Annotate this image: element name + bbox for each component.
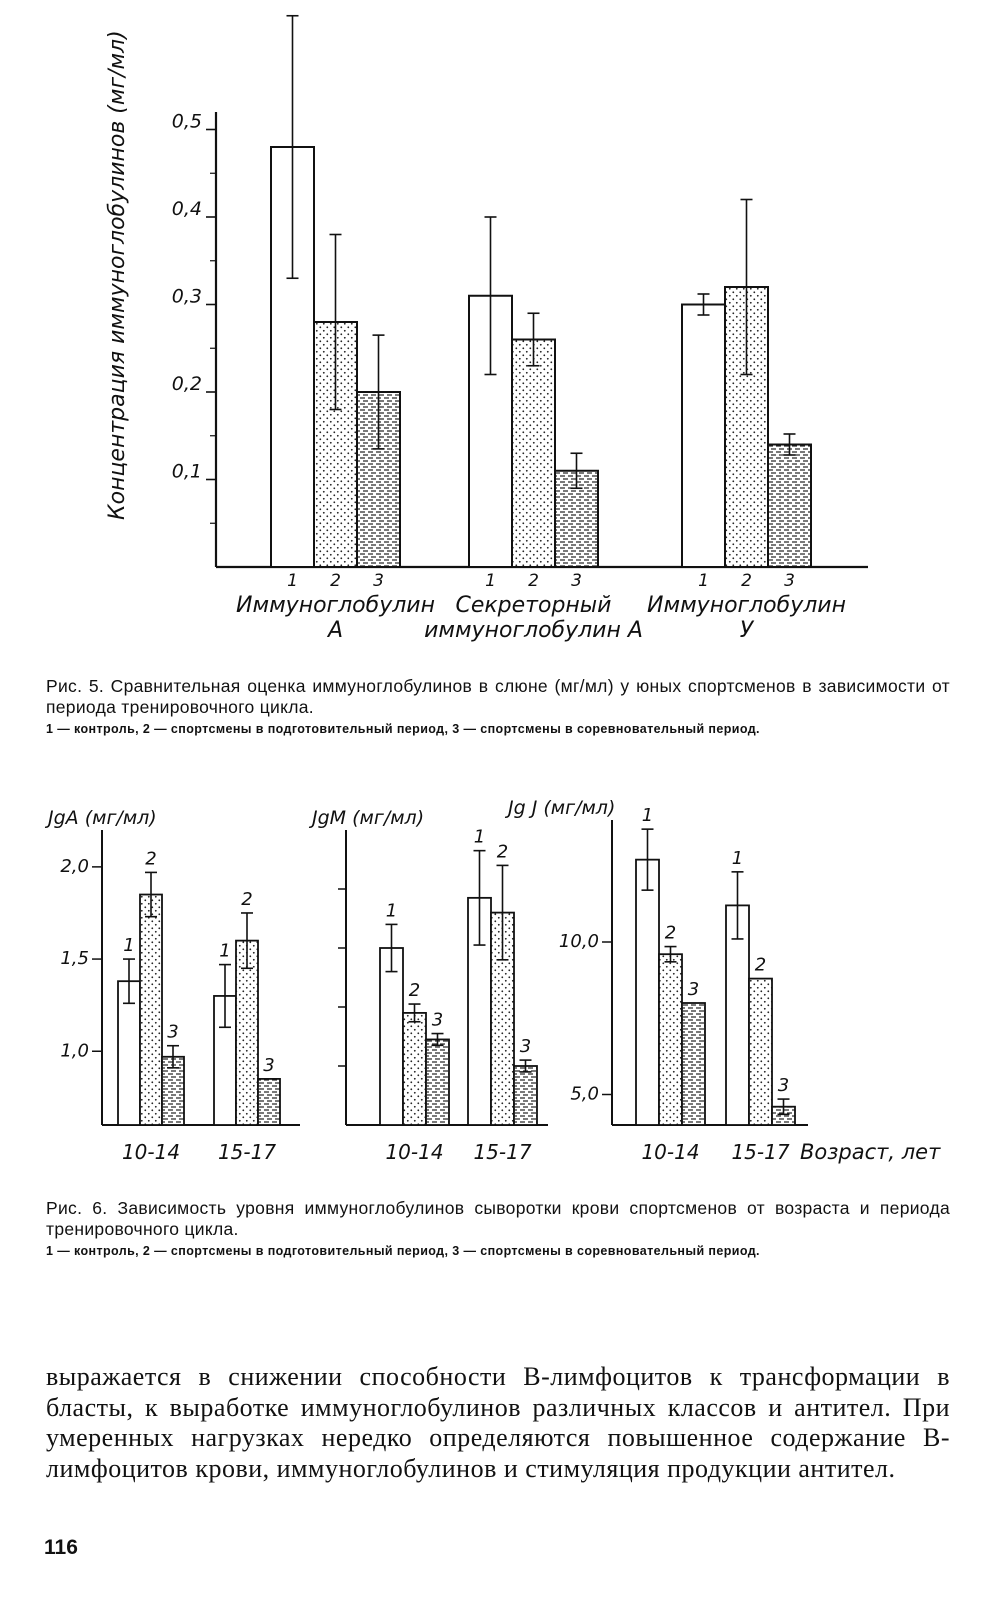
figure5-caption [46, 676, 950, 737]
figure6-series-number: 3 [519, 1036, 532, 1058]
figure6-category-label: 15-17 [217, 1140, 277, 1164]
figure6-caption [46, 1198, 950, 1259]
figure6-series-number: 2 [145, 848, 157, 870]
figure6-bar [682, 1003, 705, 1125]
figure5-series-number: 3 [784, 571, 795, 591]
figure6-y-tick-label: 2,0 [60, 855, 89, 877]
figure5-group-label: Иммуноглобулин [647, 593, 846, 618]
figure6-series-number: 2 [408, 980, 421, 1002]
figure6-x-axis-label: Возраст, лет [800, 1140, 941, 1164]
figure5-y-tick-label: 0,3 [171, 285, 202, 308]
figure5-y-tick-label: 0,5 [171, 110, 202, 133]
figure5-caption-legend: 1 — контроль, 2 — спортсмены в подготовительный период, 3 — спортсмены в соревновательный период. [46, 722, 760, 736]
figure6-bar [403, 1013, 426, 1125]
figure5-series-number: 3 [373, 571, 384, 591]
figure6-bar [636, 860, 659, 1125]
figure6-series-number: 2 [496, 841, 509, 863]
figure5-bar [512, 340, 555, 568]
figure6-series-number: 3 [431, 1009, 444, 1031]
figure5-group-label: А [327, 618, 344, 643]
figure6-series-number: 1 [473, 826, 486, 848]
figure5-series-number: 1 [287, 571, 298, 591]
page-number: 116 [44, 1536, 78, 1559]
figure5-bars [236, 16, 846, 643]
figure6-y-tick-label: 10,0 [558, 931, 599, 952]
figure5-bar [768, 445, 811, 568]
figure6-category-label: 10-14 [641, 1140, 700, 1164]
figure6-y-axis-label: Jg J (мг/мл) [508, 797, 616, 819]
figure6-panels [44, 797, 941, 1164]
figure6-series-number: 3 [777, 1075, 790, 1097]
figure6-bar [659, 954, 682, 1125]
figure6-y-tick-label: 1,0 [60, 1040, 89, 1062]
figure6-panel-2 [308, 807, 548, 1164]
figure6-series-number: 1 [731, 847, 744, 869]
figure5-series-number: 3 [571, 571, 582, 591]
figure5-caption-title: Рис. 5. Сравнительная оценка иммуноглобулинов в слюне (мг/мл) у юных спортсменов в зависимости от периода тренировочного цикла. [46, 676, 950, 717]
figure6-series-number: 3 [167, 1021, 179, 1043]
figure6-bar [749, 979, 772, 1125]
figure6-caption-title: Рис. 6. Зависимость уровня иммуноглобулинов сыворотки крови спортсменов от возраста и периода тренировочного цикла. [46, 1198, 950, 1239]
figure6-series-number: 1 [385, 900, 398, 922]
figure6-y-axis-label: JgA (мг/мл) [48, 807, 157, 829]
figure5-y-tick-label: 0,2 [171, 373, 202, 395]
figure6-series-number: 1 [219, 940, 231, 962]
figure6-series-number: 3 [687, 979, 700, 1000]
body-paragraph: выражается в снижении способности В-лимфоцитов к трансформации в бласты, к выработке иммуноглобулинов различных классов и антител. При умеренных нагрузках нередко определяются повышенное содержание В-лимфоцитов крови, иммуноглобулинов и стимуляция продукции антител. [46, 1362, 950, 1483]
figure6-y-tick-label: 5,0 [570, 1083, 599, 1105]
figure6-caption-legend: 1 — контроль, 2 — спортсмены в подготовительный период, 3 — спортсмены в соревновательный период. [46, 1244, 760, 1258]
figure5-group-label: Иммуноглобулин [236, 593, 435, 618]
figure5-y-tick-label: 0,4 [171, 198, 202, 220]
figure6-series-number: 2 [754, 954, 767, 976]
figure6-series-number: 2 [664, 922, 677, 944]
figure6-bar [140, 895, 162, 1125]
figure6-panel-3 [504, 797, 941, 1164]
figure5-group-label: Секреторный [455, 593, 612, 618]
figure6-bar [380, 948, 403, 1125]
figure6-category-label: 10-14 [385, 1140, 444, 1164]
figure5-chart [0, 0, 993, 680]
figure5-series-number: 2 [330, 571, 341, 591]
figure6-bar [258, 1079, 280, 1125]
figure6-category-label: 10-14 [121, 1140, 181, 1164]
figure5-bar [682, 305, 725, 568]
figure6-series-number: 2 [241, 888, 253, 910]
figure6-chart [0, 790, 993, 1190]
figure5-group-label: У [739, 618, 754, 643]
figure6-y-tick-label: 1,5 [60, 948, 89, 970]
figure5-y-tick-label: 0,1 [171, 460, 202, 483]
figure5-series-number: 1 [698, 571, 709, 591]
figure6-panel-1 [44, 807, 300, 1164]
figure5-y-axis-label: Концентрация иммуноглобулинов (мг/мл) [105, 30, 130, 520]
figure5-series-number: 2 [528, 571, 539, 591]
figure6-category-label: 15-17 [731, 1140, 790, 1164]
figure5-series-number: 1 [485, 571, 496, 591]
figure6-series-number: 1 [123, 935, 135, 957]
figure5-group-label: иммуноглобулин А [424, 618, 643, 643]
figure6-y-axis-label: JgM (мг/мл) [312, 807, 425, 829]
figure6-bar [514, 1066, 537, 1125]
figure5-series-number: 2 [741, 571, 752, 591]
figure6-category-label: 15-17 [473, 1140, 532, 1164]
figure6-bar [426, 1039, 449, 1125]
figure6-series-number: 1 [641, 805, 654, 827]
figure6-series-number: 3 [263, 1054, 275, 1076]
